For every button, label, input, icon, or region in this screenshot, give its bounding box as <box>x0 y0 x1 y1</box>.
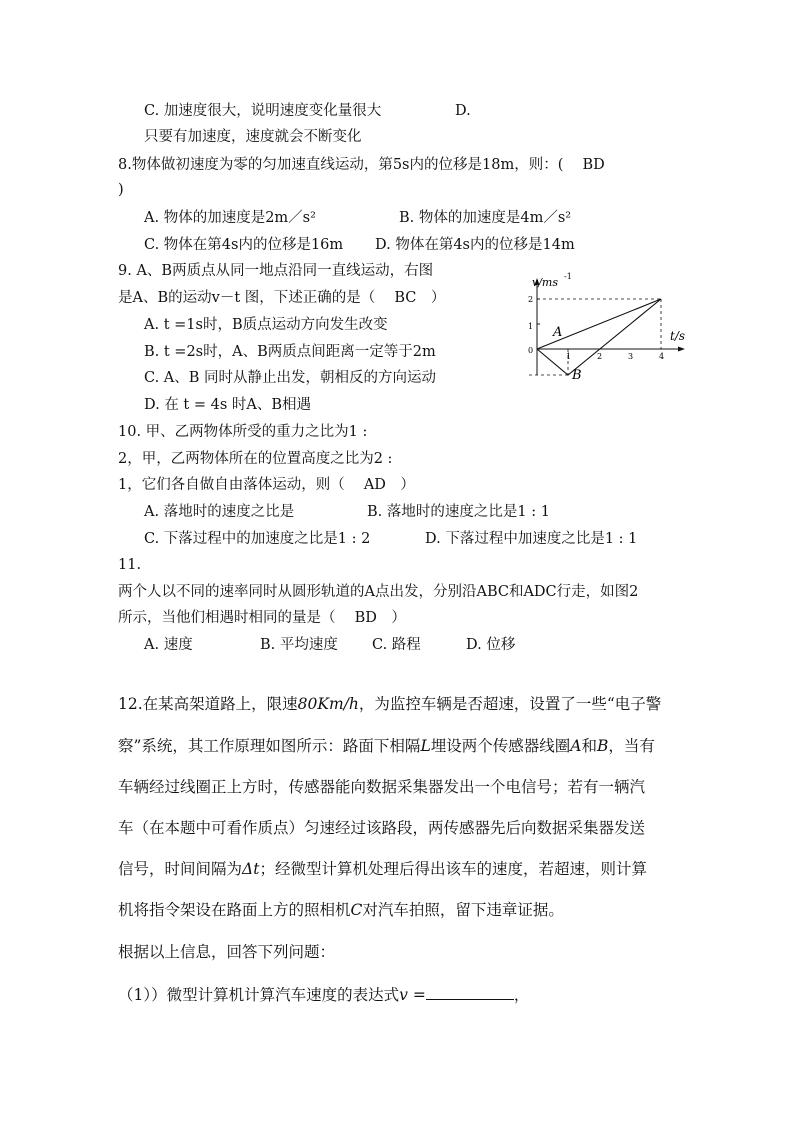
q12-line6-a: 机将指令架设在路面上方的照相机 <box>118 901 351 919</box>
x-tick-1: 1 <box>566 352 572 361</box>
q12-line1-a: 12.在某高架道路上，限速 <box>118 695 298 713</box>
q11-option-c: C. 路程 <box>372 637 421 653</box>
q10-option-b: B. 落地时的速度之比是1 : 1 <box>367 504 550 520</box>
q12-line2 <box>118 736 655 756</box>
q11-stem-line1: 11. <box>118 557 142 573</box>
q12-line5-b: ；经微型计算机处理后得出该车的速度，若超速，则计算 <box>259 860 647 878</box>
q11-option-b: B. 平均速度 <box>260 637 338 653</box>
q12-speed-limit: 80Km/h <box>297 695 359 713</box>
q10-option-c: C. 下落过程中的加速度之比是1 : 2 <box>144 531 371 547</box>
q10-option-a: A. 落地时的速度之比是 <box>144 504 295 520</box>
x-axis-arrow <box>678 347 685 352</box>
q11-stem-line3: 所示，当他们相遇时相同的量是（ BD ） <box>118 610 406 626</box>
q7-option-c: C. 加速度很大，说明速度变化量很大 <box>144 103 382 119</box>
q9-option-d: D. 在 t = 4s 时A、B相遇 <box>144 397 312 413</box>
q9-option-a: A. t =1s时，B质点运动方向发生改变 <box>144 317 388 333</box>
y-axis-label-exponent: -1 <box>564 272 572 281</box>
q9-stem-line2: 是A、B的运动v－t 图，下述正确的是（ BC ） <box>118 290 446 306</box>
q12-line2-a: 察”系统，其工作原理如图所示：路面下相隔 <box>118 737 421 755</box>
q12-line3: 车辆经过线圈正上方时，传感器能向数据采集器发出一个电信号；若有一辆汽 <box>118 778 646 796</box>
y-tick-0: 0 <box>528 346 534 355</box>
q12-line1 <box>118 694 661 714</box>
q12-line6 <box>118 900 564 920</box>
q12-line4: 车（在本题中可看作质点）匀速经过该路段，两传感器先后向数据采集器发送 <box>118 819 646 837</box>
y-tick-2: 2 <box>528 295 534 304</box>
q10-stem-line2: 2，甲，乙两物体所在的位置高度之比为2 : <box>118 451 393 467</box>
label-a: A <box>553 325 563 340</box>
q10-stem-line1: 10. 甲、乙两物体所受的重力之比为1 : <box>118 424 368 440</box>
q12-line8-a: （1））微型计算机计算汽车速度的表达式 <box>118 986 400 1004</box>
q10-stem-line3: 1，它们各自做自由落体运动，则（ AD ） <box>118 477 415 493</box>
q9-vt-graph <box>520 262 700 387</box>
q12-line1-b: ，为监控车辆是否超速，设置了一些“电子警 <box>358 695 662 713</box>
q9-option-c: C. A、B 同时从静止出发，朝相反的方向运动 <box>144 370 437 386</box>
q9-option-b: B. t =2s时，A、B两质点间距离一定等于2m <box>144 344 436 360</box>
q8-option-b: B. 物体的加速度是4m／s² <box>399 210 572 226</box>
x-tick-4: 4 <box>659 352 665 361</box>
q12-line6-b: 对汽车拍照，留下违章证据。 <box>362 901 564 919</box>
q8-stem-line1: 8.物体做初速度为零的匀加速直线运动，第5s内的位移是18m，则：( BD <box>118 157 605 173</box>
q12-line2-b: 埋设两个传感器线圈 <box>430 737 571 755</box>
q12-line5-a: 信号，时间间隔为 <box>118 860 243 878</box>
q12-line8 <box>118 984 529 1005</box>
answer-blank[interactable] <box>426 984 514 1000</box>
q12-line2-d: ，当有 <box>608 737 655 755</box>
q12-line8-b: = <box>407 986 426 1004</box>
q12-var-A: A <box>570 737 582 755</box>
q11-stem-line2: 两个人以不同的速率同时从圆形轨道的A点出发，分别沿ABC和ADC行走，如图2 <box>118 584 639 600</box>
q7-option-d-label: D. <box>455 103 471 119</box>
y-axis-label: v/ms <box>532 276 558 289</box>
q9-stem-line1: 9. A、B两质点从同一地点沿同一直线运动，右图 <box>118 263 434 279</box>
q12-var-v: v <box>399 986 408 1004</box>
q7-option-d-text: 只要有加速度，速度就会不断变化 <box>144 129 362 145</box>
q12-var-B: B <box>596 737 609 755</box>
q12-var-dt: Δt <box>242 860 260 878</box>
q8-option-c: C. 物体在第4s内的位移是16m <box>144 237 344 253</box>
q12-line7: 根据以上信息，回答下列问题： <box>118 943 336 961</box>
line-a <box>537 299 661 349</box>
q12-var-L: L <box>420 737 431 755</box>
q11-option-a: A. 速度 <box>144 637 193 653</box>
q12-line2-c: 和 <box>581 737 597 755</box>
q10-option-d: D. 下落过程中加速度之比是1 : 1 <box>425 531 638 547</box>
q8-option-a: A. 物体的加速度是2m／s² <box>144 210 316 226</box>
q12-var-C: C <box>350 901 363 919</box>
q12-line5 <box>118 859 647 879</box>
label-b: B <box>572 368 582 383</box>
q11-option-d: D. 位移 <box>466 637 516 653</box>
x-tick-2: 2 <box>597 352 603 361</box>
x-axis-label: t/s <box>670 329 686 343</box>
q8-stem-line2: ) <box>118 182 124 198</box>
q8-option-d: D. 物体在第4s内的位移是14m <box>375 237 575 253</box>
q12-line8-c: ， <box>513 986 530 1004</box>
y-tick-1: 1 <box>528 322 534 331</box>
x-tick-3: 3 <box>628 352 634 361</box>
